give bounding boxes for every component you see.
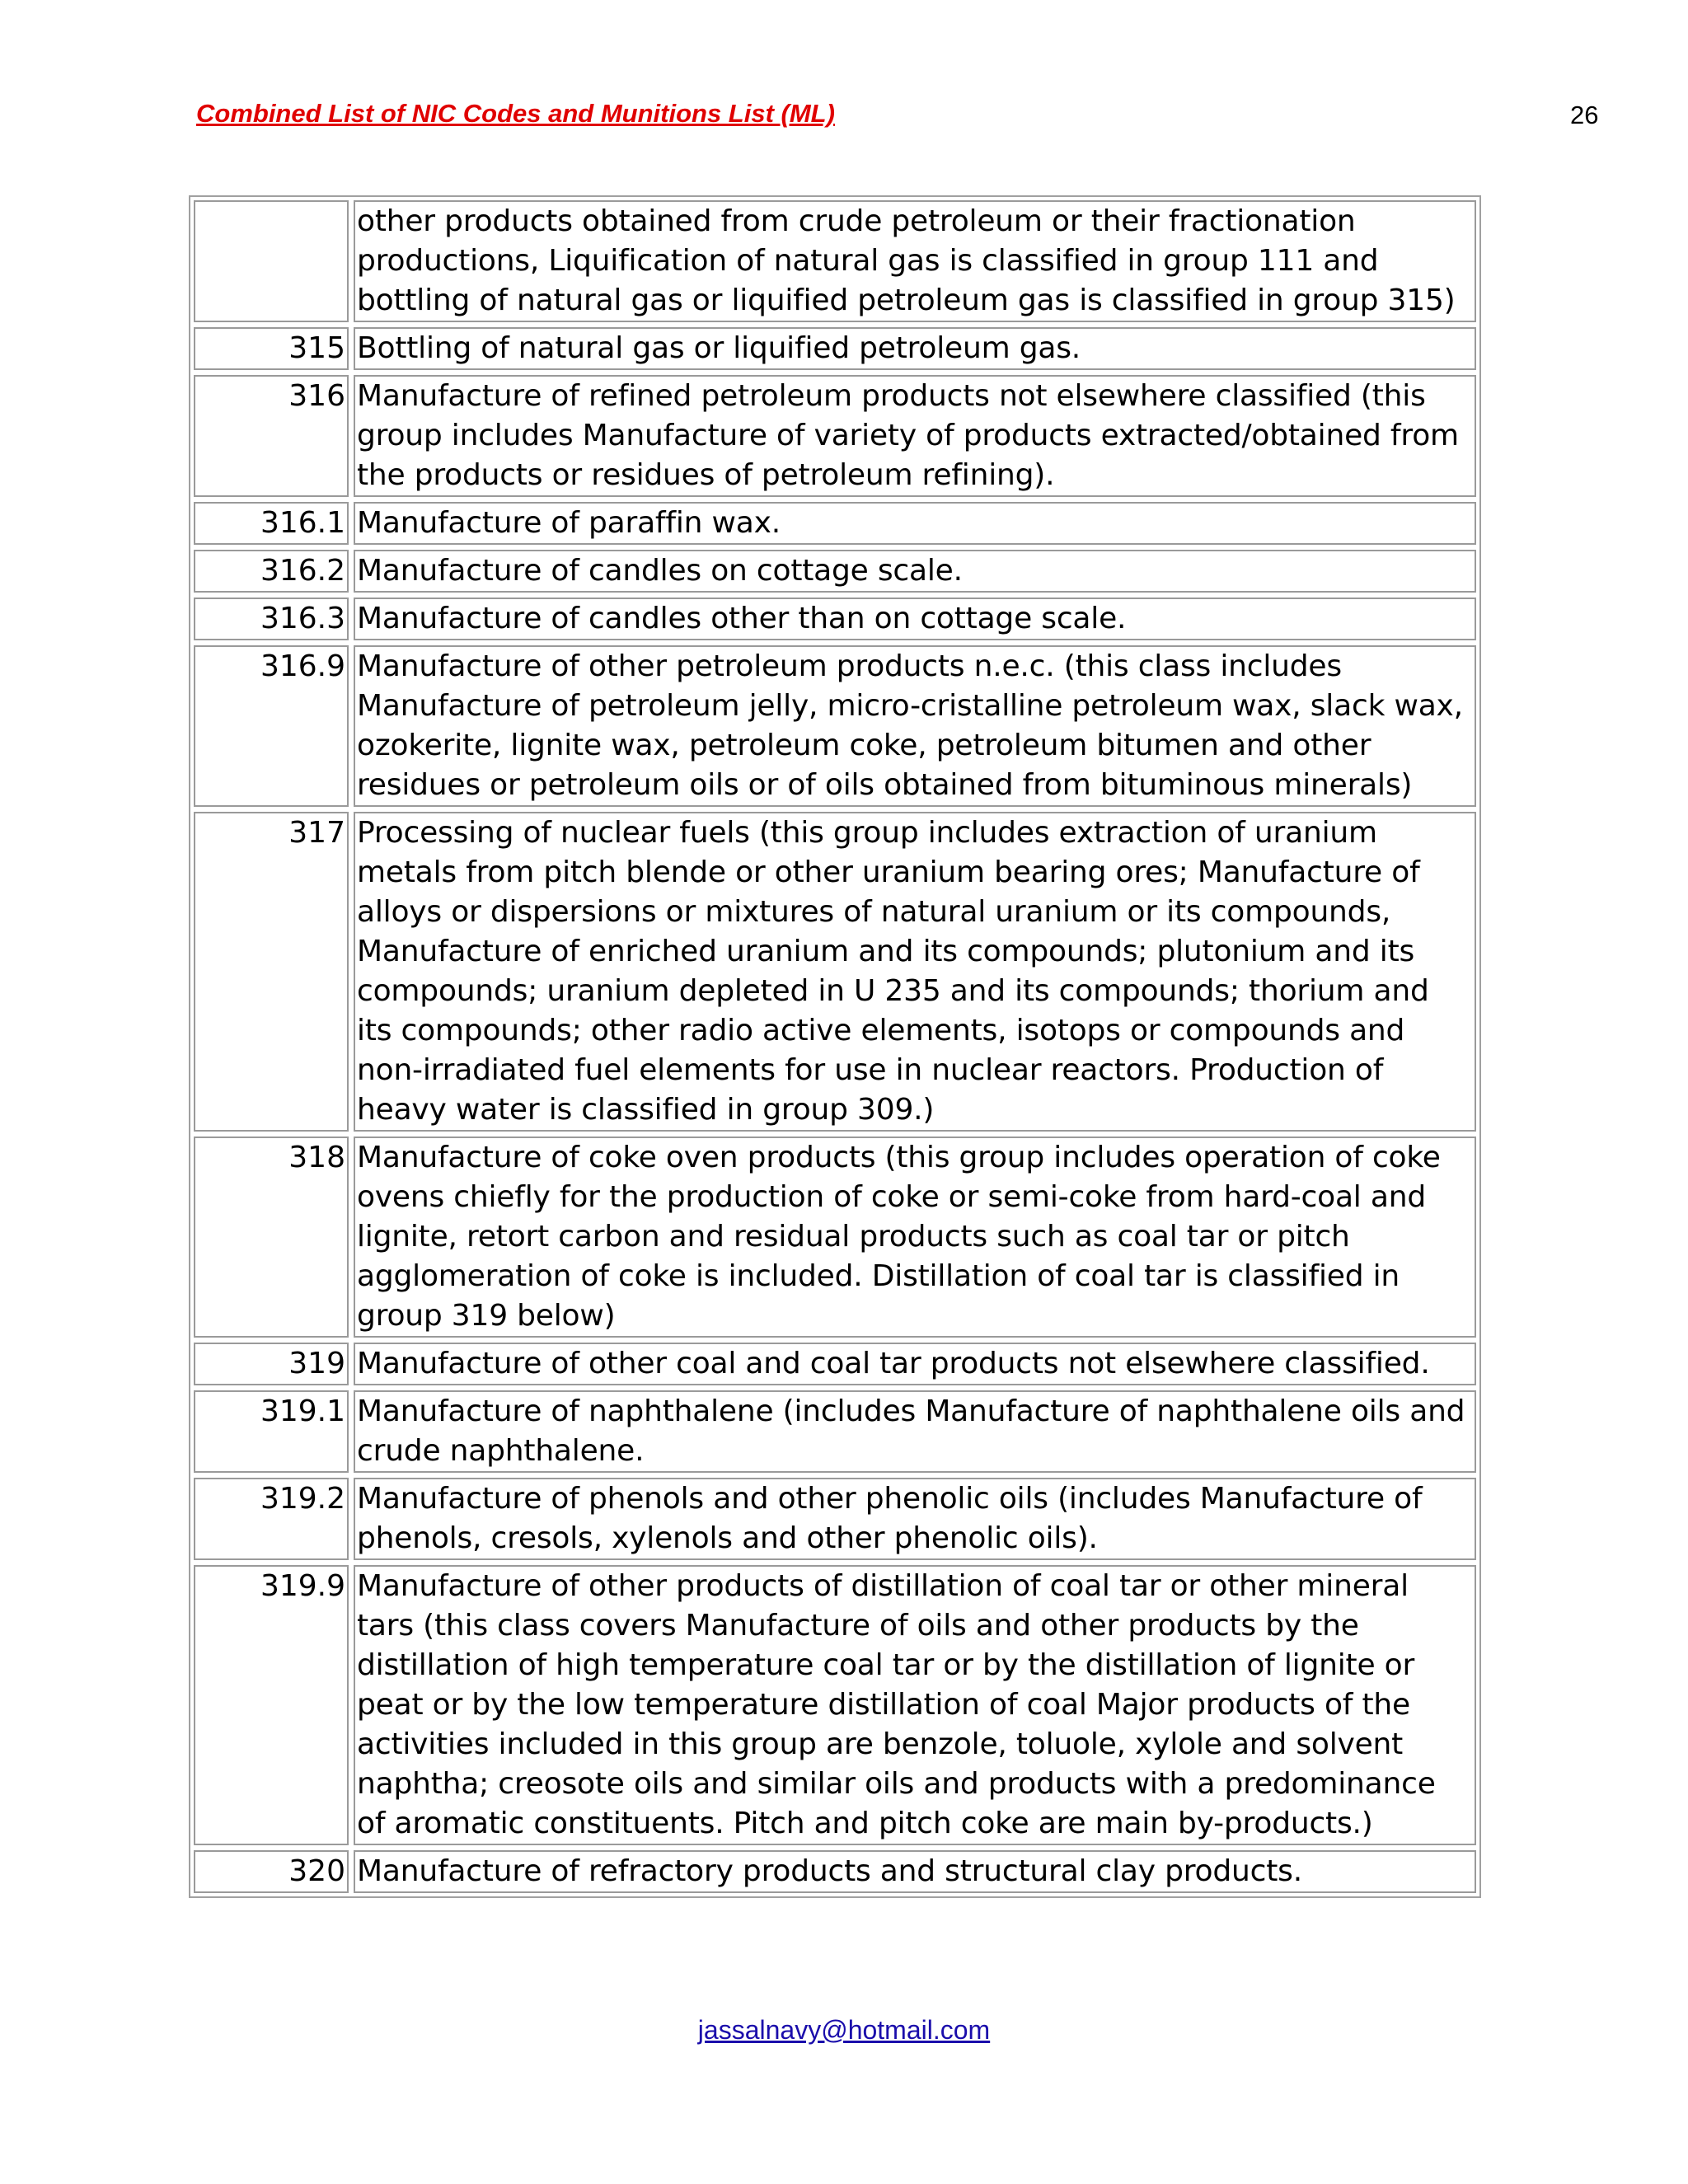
nic-code-cell: 319 bbox=[194, 1343, 349, 1385]
table-row bbox=[194, 200, 1476, 322]
nic-code-cell: 317 bbox=[194, 812, 349, 1132]
nic-code-cell: 319.1 bbox=[194, 1390, 349, 1473]
nic-description-cell: Manufacture of coke oven products (this group includes operation of coke ovens chiefly for the production of coke or semi-coke from hard-coal and lignite, retort carbon and residual products such as coal tar or pitch agglomeration of coke is included. Distillation of coal tar is classified in group 319 below) bbox=[354, 1137, 1476, 1338]
document-title: Combined List of NIC Codes and Munitions List (ML) bbox=[196, 99, 835, 128]
table-row bbox=[194, 1850, 1476, 1893]
table-row bbox=[194, 1343, 1476, 1385]
nic-description-cell: Manufacture of other products of distillation of coal tar or other mineral tars (this class covers Manufacture of oils and other products by the distillation of high temperature coal tar or by the distillation of lignite or peat or by the low temperature distillation of coal Major products of the activities included in this group are benzole, toluole, xylole and solvent naphtha; creosote oils and similar oils and products with a predominance of aromatic constituents. Pitch and pitch coke are main by-products.) bbox=[354, 1565, 1476, 1845]
nic-table-body bbox=[194, 200, 1476, 1893]
nic-description-cell: Manufacture of refined petroleum products not elsewhere classified (this group includes Manufacture of variety of products extracted/obtained from the products or residues of petroleum refining). bbox=[354, 375, 1476, 497]
table-row bbox=[194, 598, 1476, 640]
nic-description-cell: Manufacture of candles other than on cottage scale. bbox=[354, 598, 1476, 640]
table-row bbox=[194, 1478, 1476, 1560]
nic-code-cell: 319.9 bbox=[194, 1565, 349, 1845]
table-row bbox=[194, 502, 1476, 545]
nic-code-cell: 316.9 bbox=[194, 645, 349, 807]
nic-description-cell: Manufacture of naphthalene (includes Manufacture of naphthalene oils and crude naphthalene. bbox=[354, 1390, 1476, 1473]
nic-code-cell: 316 bbox=[194, 375, 349, 497]
nic-code-cell: 316.2 bbox=[194, 550, 349, 593]
nic-code-cell: 319.2 bbox=[194, 1478, 349, 1560]
nic-code-cell: 318 bbox=[194, 1137, 349, 1338]
nic-description-cell: other products obtained from crude petroleum or their fractionation productions, Liquification of natural gas is classified in group 111 and bottling of natural gas or liquified petroleum gas is classified in group 315) bbox=[354, 200, 1476, 322]
nic-description-cell: Manufacture of other coal and coal tar products not elsewhere classified. bbox=[354, 1343, 1476, 1385]
nic-description-cell: Manufacture of other petroleum products n.e.c. (this class includes Manufacture of petroleum jelly, micro-cristalline petroleum wax, slack wax, ozokerite, lignite wax, petroleum coke, petroleum bitumen and other residues or petroleum oils or of oils obtained from bituminous minerals) bbox=[354, 645, 1476, 807]
table-row bbox=[194, 327, 1476, 370]
nic-codes-table bbox=[189, 195, 1481, 1898]
nic-description-cell: Bottling of natural gas or liquified petroleum gas. bbox=[354, 327, 1476, 370]
nic-description-cell: Manufacture of paraffin wax. bbox=[354, 502, 1476, 545]
table-row bbox=[194, 1137, 1476, 1338]
table-row bbox=[194, 375, 1476, 497]
nic-code-cell: 316.1 bbox=[194, 502, 349, 545]
table-row bbox=[194, 1565, 1476, 1845]
table-row bbox=[194, 1390, 1476, 1473]
nic-description-cell: Processing of nuclear fuels (this group includes extraction of uranium metals from pitch blende or other uranium bearing ores; Manufacture of alloys or dispersions or mixtures of natural uranium or its compounds, Manufacture of enriched uranium and its compounds; plutonium and its compounds; uranium depleted in U 235 and its compounds; thorium and its compounds; other radio active elements, isotops or compounds and non-irradiated fuel elements for use in nuclear reactors. Production of heavy water is classified in group 309.) bbox=[354, 812, 1476, 1132]
nic-description-cell: Manufacture of candles on cottage scale. bbox=[354, 550, 1476, 593]
page-number: 26 bbox=[1570, 101, 1599, 129]
nic-code-cell: 315 bbox=[194, 327, 349, 370]
nic-code-cell bbox=[194, 200, 349, 322]
table-row bbox=[194, 550, 1476, 593]
nic-code-cell: 320 bbox=[194, 1850, 349, 1893]
table-row bbox=[194, 812, 1476, 1132]
footer-email-link[interactable]: jassalnavy@hotmail.com bbox=[697, 2015, 991, 2045]
nic-code-cell: 316.3 bbox=[194, 598, 349, 640]
nic-description-cell: Manufacture of refractory products and structural clay products. bbox=[354, 1850, 1476, 1893]
nic-description-cell: Manufacture of phenols and other phenolic oils (includes Manufacture of phenols, cresols, xylenols and other phenolic oils). bbox=[354, 1478, 1476, 1560]
table-row bbox=[194, 645, 1476, 807]
nic-table bbox=[189, 195, 1481, 1898]
